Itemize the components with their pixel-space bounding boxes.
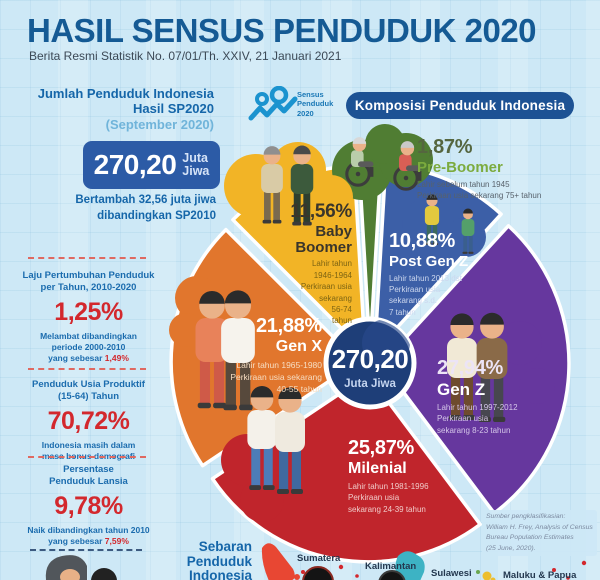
pie-center-unit: Juta Jiwa bbox=[344, 378, 396, 390]
map-dot bbox=[339, 565, 343, 569]
divider-dashed bbox=[28, 257, 146, 259]
slice-title: Pre-Boomer bbox=[417, 159, 503, 176]
stat-label-line1: Penduduk Usia Produktif bbox=[32, 379, 145, 390]
stat-label-line2: per Tahun, 2010-2020 bbox=[40, 282, 137, 294]
page-subtitle: Berita Resmi Statistik No. 07/01/Th. XXIV, 21 Januari 2021 bbox=[29, 49, 342, 63]
population-total-unit bbox=[182, 152, 209, 179]
map-badge bbox=[303, 567, 333, 580]
slice-desc-line: 1946-1964 bbox=[313, 270, 352, 280]
slice-title: Post Gen Z bbox=[389, 253, 469, 270]
region-label-maluku-papua: Maluku & Papua bbox=[503, 570, 577, 580]
map-dot bbox=[301, 570, 305, 574]
stat-note-line2: masa bonus demografi bbox=[41, 450, 136, 461]
sensus-2020-logo-text bbox=[297, 90, 333, 118]
stat-label bbox=[16, 464, 161, 489]
divider-dashed bbox=[28, 456, 146, 458]
pie-blob-milenial bbox=[240, 478, 284, 522]
pie-blob-pre-boomer bbox=[365, 124, 405, 164]
map-islet bbox=[294, 574, 300, 580]
logo-line3: 2020 bbox=[297, 108, 314, 118]
stat-elderly-share bbox=[16, 464, 161, 547]
stat-note-line2: periode 2000-2010 bbox=[51, 341, 126, 352]
distribution-title-line1: Sebaran bbox=[198, 539, 252, 554]
slice-pct: 21,88% bbox=[255, 315, 322, 337]
slice-pct: 27,94% bbox=[437, 357, 504, 379]
stat-note-line3 bbox=[16, 353, 161, 364]
slice-desc-line: Perkiraan usia sekarang bbox=[230, 371, 322, 382]
stat-label bbox=[16, 270, 161, 295]
slice-desc-line: 7 tahun bbox=[389, 307, 416, 317]
map-islet bbox=[476, 570, 480, 574]
slice-desc-line: tahun bbox=[331, 316, 352, 326]
population-total-value: 270,20 bbox=[93, 149, 177, 180]
slice-title: Baby Boomer bbox=[295, 222, 352, 256]
distribution-title-line3: Indonesia bbox=[188, 568, 252, 580]
slice-desc-line: Lahir tahun 1981-1996 bbox=[348, 481, 429, 491]
stat-value: 70,72% bbox=[47, 406, 130, 435]
map-islet bbox=[483, 572, 492, 580]
slice-desc-line: Lahir tahun 1965-1980 bbox=[236, 359, 322, 370]
slice-desc-line: Lahir tahun 2013 dst bbox=[389, 273, 462, 283]
population-heading-line2: Hasil SP2020 bbox=[133, 101, 214, 117]
map-dot bbox=[582, 561, 586, 565]
population-growth-note bbox=[75, 193, 216, 224]
slice-pct: 25,87% bbox=[348, 437, 415, 459]
population-heading-line1: Jumlah Penduduk Indonesia bbox=[37, 86, 214, 101]
stat-value: 9,78% bbox=[54, 491, 123, 520]
slice-desc-line: Lahir tahun 1997-2012 bbox=[437, 402, 518, 412]
growth-note-line2: dibandingkan SP2010 bbox=[97, 209, 216, 222]
region-label-kalimantan: Kalimantan bbox=[365, 561, 417, 572]
slice-desc-line: sekarang 8-23 tahun bbox=[437, 425, 511, 435]
slice-desc-line: Perkiraan usia bbox=[348, 493, 400, 503]
slice-title: Gen X bbox=[275, 338, 322, 355]
slice-pct: 1,87% bbox=[417, 136, 473, 158]
logo-line2: Penduduk bbox=[297, 99, 334, 109]
map-island-sumatera bbox=[262, 543, 295, 580]
note-highlight: 1,49% bbox=[104, 353, 129, 364]
growth-note-line1: Bertambah 32,56 juta jiwa bbox=[75, 194, 216, 206]
region-label-sulawesi: Sulawesi bbox=[431, 568, 472, 579]
source-line1: Sumber pengklasifikasian: bbox=[486, 513, 566, 520]
slice-pct: 10,88% bbox=[389, 230, 456, 252]
stat-label-line2: Penduduk Lansia bbox=[49, 476, 128, 488]
distribution-title-line2: Penduduk bbox=[186, 553, 252, 569]
slice-title: Milenial bbox=[348, 460, 407, 477]
pie-blob-gen-z bbox=[519, 368, 555, 404]
composition-title-pill: Komposisi Penduduk Indonesia bbox=[346, 92, 574, 119]
pie-center bbox=[326, 319, 414, 407]
slice-desc-line: Lahir tahun bbox=[311, 259, 352, 269]
source-line3: Bureau Population Estimates bbox=[486, 534, 574, 542]
population-heading bbox=[38, 86, 214, 132]
stat-note-line1: Melambat dibandingkan bbox=[40, 330, 137, 341]
stat-label-line2: (15-64) Tahun bbox=[57, 391, 120, 403]
divider-dashed bbox=[30, 549, 142, 551]
sensus-2020-logo-icon bbox=[248, 86, 298, 128]
divider-dashed bbox=[28, 368, 146, 370]
slice-desc-line: Perkiraan usia bbox=[389, 285, 441, 295]
page-title: HASIL SENSUS PENDUDUK 2020 bbox=[27, 12, 537, 49]
stat-note bbox=[16, 525, 161, 547]
slice-desc-line: 56-74 bbox=[331, 304, 352, 314]
unit-line2: Jiwa bbox=[182, 164, 210, 178]
slice-pct: 11,56% bbox=[290, 201, 352, 222]
note-highlight: 7,59% bbox=[104, 535, 129, 546]
slice-desc-line: sekarang s.d. bbox=[389, 296, 438, 306]
population-heading-line3: (September 2020) bbox=[105, 116, 214, 132]
slice-desc-line: Lahir sebelum tahun 1945 bbox=[417, 179, 510, 189]
stat-value: 1,25% bbox=[54, 297, 123, 326]
stat-growth-rate bbox=[16, 270, 161, 364]
slice-title: Gen Z bbox=[437, 380, 486, 399]
slice-desc-line: Perkiraan usia bbox=[300, 282, 352, 292]
note-prefix: yang sebesar bbox=[48, 353, 105, 364]
slice-desc-line: Perkiraan usia sekarang 75+ tahun bbox=[417, 191, 542, 201]
stat-note-line2 bbox=[16, 536, 161, 547]
pie-blob-baby-boomer bbox=[309, 175, 353, 219]
stat-label bbox=[16, 379, 161, 404]
unit-line1: Juta bbox=[182, 150, 208, 165]
logo-line1: Sensus bbox=[297, 90, 324, 99]
note-prefix: yang sebesar bbox=[48, 535, 105, 546]
stat-note bbox=[16, 331, 161, 365]
slice-desc-line: 40-55 tahun bbox=[276, 383, 322, 394]
map-dot bbox=[355, 574, 359, 578]
foreground-people bbox=[46, 555, 117, 580]
stat-label-line1: Laju Pertumbuhan Penduduk bbox=[22, 270, 155, 281]
source-line4: (25 June, 2020). bbox=[486, 544, 536, 552]
person-head-female bbox=[91, 568, 117, 580]
source-note bbox=[482, 510, 597, 556]
region-label-sumatera: Sumatera bbox=[297, 553, 341, 564]
stat-note-line1: Naik dibandingkan tahun 2010 bbox=[27, 524, 150, 535]
population-total-box bbox=[83, 141, 220, 189]
distribution-title bbox=[187, 540, 252, 580]
stat-productive-age bbox=[16, 379, 161, 462]
slice-desc-line: sekarang 24-39 tahun bbox=[348, 504, 426, 514]
pie-center-value: 270,20 bbox=[331, 344, 409, 374]
stat-note-line1: Indonesia masih dalam bbox=[41, 439, 136, 450]
slice-desc-line: sekarang bbox=[319, 293, 352, 303]
stat-label-line1: Persentase bbox=[63, 464, 114, 475]
source-line2: William H. Frey, Analysis of Census bbox=[486, 523, 593, 531]
stat-note bbox=[16, 440, 161, 462]
slice-desc-line: Perkiraan usia bbox=[437, 414, 489, 424]
